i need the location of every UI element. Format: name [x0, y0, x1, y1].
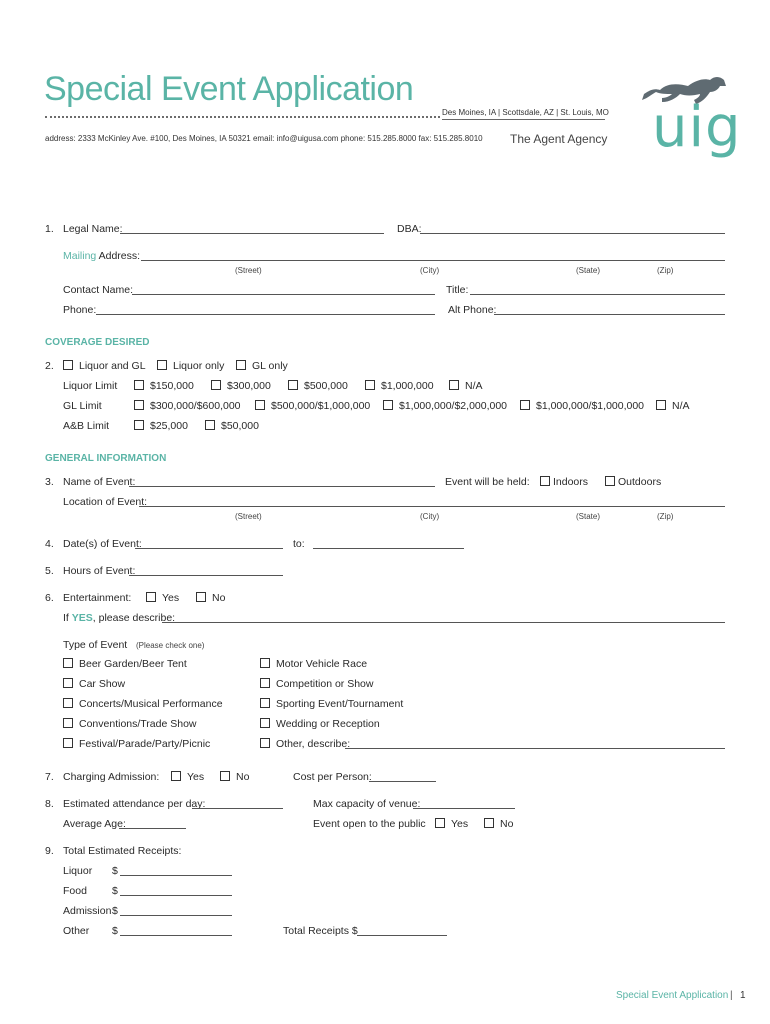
checkbox[interactable] — [484, 818, 494, 828]
checkbox[interactable] — [656, 400, 666, 410]
gl-limit-option[interactable] — [383, 400, 507, 412]
option-label: No — [212, 592, 226, 604]
checkbox[interactable] — [260, 698, 270, 708]
mailing-address-label — [63, 250, 140, 262]
total-receipts-field[interactable] — [357, 935, 447, 936]
option-label: $25,000 — [150, 420, 188, 432]
attendance-field[interactable] — [192, 808, 283, 809]
event-type-option[interactable] — [260, 698, 403, 710]
entertainment-no-option[interactable] — [196, 592, 225, 604]
checkbox[interactable] — [134, 420, 144, 430]
checkbox[interactable] — [236, 360, 246, 370]
date-to-field[interactable] — [313, 548, 464, 549]
contact-name-field[interactable] — [132, 294, 435, 295]
offices-rule — [442, 119, 605, 120]
event-type-option[interactable] — [260, 738, 350, 750]
gl-limit-label: GL Limit — [63, 400, 102, 412]
other-describe-field[interactable] — [345, 748, 725, 749]
city-caption: (City) — [420, 266, 440, 275]
cost-per-person-label: Cost per Person: — [293, 771, 372, 783]
entertainment-description-field[interactable] — [162, 622, 725, 623]
mailing-address-field[interactable] — [141, 260, 725, 261]
option-label: $150,000 — [150, 380, 194, 392]
checkbox[interactable] — [365, 380, 375, 390]
receipt-row-label: Admission — [63, 905, 112, 917]
coverage-heading: COVERAGE DESIRED — [45, 337, 150, 348]
option-label: Liquor only — [173, 360, 225, 372]
describe-word: , please describe: — [92, 612, 176, 624]
average-age-field[interactable] — [119, 828, 186, 829]
checkbox[interactable] — [146, 592, 156, 602]
gl-limit-option[interactable] — [656, 400, 690, 412]
checkbox[interactable] — [205, 420, 215, 430]
option-label: $1,000,000/$2,000,000 — [399, 400, 508, 412]
q5-number: 5. — [45, 565, 54, 577]
liquor-limit-option[interactable] — [288, 380, 348, 392]
location-label: Location of Event: — [63, 496, 148, 508]
option-label: Yes — [187, 771, 205, 783]
q4-number: 4. — [45, 538, 54, 550]
option-label: Yes — [451, 818, 469, 830]
event-type-option[interactable] — [260, 678, 373, 690]
mailing-word: Mailing — [63, 250, 97, 262]
option-label: $300,000 — [227, 380, 271, 392]
event-name-label: Name of Event: — [63, 476, 136, 488]
open-to-public-label: Event open to the public — [313, 818, 426, 830]
city-caption: (City) — [420, 512, 440, 521]
dollar-sign: $ — [112, 885, 118, 897]
option-label: Outdoors — [618, 476, 662, 488]
dba-label: DBA: — [397, 223, 422, 235]
charging-admission-label: Charging Admission: — [63, 771, 160, 783]
q8-number: 8. — [45, 798, 54, 810]
checkbox[interactable] — [260, 718, 270, 728]
type-label: Type of Event — [63, 639, 128, 651]
state-caption: (State) — [576, 512, 601, 521]
checkbox[interactable] — [383, 400, 393, 410]
liquor-only-option[interactable] — [157, 360, 224, 372]
option-label: Car Show — [79, 678, 126, 690]
cost-per-person-field[interactable] — [369, 781, 436, 782]
checkbox[interactable] — [520, 400, 530, 410]
q2-number: 2. — [45, 360, 54, 372]
title-field[interactable] — [470, 294, 725, 295]
indoors-option[interactable] — [540, 476, 588, 488]
event-type-option[interactable] — [63, 658, 187, 670]
yes-word: YES — [71, 612, 93, 624]
street-caption: (Street) — [235, 266, 262, 275]
gl-limit-option[interactable] — [134, 400, 241, 412]
receipt-row-label: Other — [63, 925, 90, 937]
option-label: Conventions/Trade Show — [79, 718, 197, 730]
average-age-label: Average Age: — [63, 818, 126, 830]
checkbox[interactable] — [134, 400, 144, 410]
street-caption: (Street) — [235, 512, 262, 521]
checkbox[interactable] — [435, 818, 445, 828]
option-label: Sporting Event/Tournament — [276, 698, 404, 710]
charging-no-option[interactable] — [220, 771, 249, 783]
checkbox[interactable] — [540, 476, 550, 486]
event-type-option[interactable] — [260, 718, 380, 730]
checkbox[interactable] — [196, 592, 206, 602]
event-type-option[interactable] — [260, 658, 367, 670]
gl-only-option[interactable] — [236, 360, 288, 372]
alt-phone-label: Alt Phone: — [448, 304, 497, 316]
option-label: $50,000 — [221, 420, 259, 432]
footer-label: Special Event Application — [616, 990, 729, 1001]
liquor-limit-option[interactable] — [365, 380, 434, 392]
q3-number: 3. — [45, 476, 54, 488]
legal-name-label: Legal Name: — [63, 223, 123, 235]
receipts-label: Total Estimated Receipts: — [63, 845, 182, 857]
option-label: N/A — [672, 400, 690, 412]
option-label: Motor Vehicle Race — [276, 658, 368, 670]
receipt-row-label: Food — [63, 885, 87, 897]
option-label: Competition or Show — [276, 678, 374, 690]
checkbox[interactable] — [260, 678, 270, 688]
phone-label: Phone: — [63, 304, 97, 316]
liquor-limit-label: Liquor Limit — [63, 380, 118, 392]
type-of-event-label — [63, 639, 204, 651]
to-label: to: — [293, 538, 305, 550]
option-label: Other, describe: — [276, 738, 351, 750]
gl-limit-option[interactable] — [520, 400, 644, 412]
event-type-option[interactable] — [63, 738, 210, 750]
gl-limit-option[interactable] — [255, 400, 370, 412]
max-capacity-label: Max capacity of venue: — [313, 798, 421, 810]
state-caption: (State) — [576, 266, 601, 275]
checkbox[interactable] — [449, 380, 459, 390]
liquor-limit-option[interactable] — [134, 380, 194, 392]
option-label: Indoors — [553, 476, 589, 488]
other-receipts-field[interactable] — [120, 935, 232, 936]
admission-receipts-field[interactable] — [120, 915, 232, 916]
outdoors-option[interactable] — [605, 476, 661, 488]
option-label: Beer Garden/Beer Tent — [79, 658, 187, 670]
checkbox[interactable] — [157, 360, 167, 370]
receipt-row-label: Liquor — [63, 865, 93, 877]
office-locations: Des Moines, IA | Scottsdale, AZ | St. Louis, MO — [442, 108, 609, 117]
title-dotted-rule — [45, 116, 440, 118]
option-label: $1,000,000/$1,000,000 — [536, 400, 645, 412]
title-label: Title: — [446, 284, 469, 296]
checkbox[interactable] — [171, 771, 181, 781]
option-label: N/A — [465, 380, 483, 392]
option-label: $1,000,000 — [381, 380, 434, 392]
phone-field[interactable] — [96, 314, 435, 315]
ab-limit-option[interactable] — [205, 420, 259, 432]
checkbox[interactable] — [63, 658, 73, 668]
max-capacity-field[interactable] — [413, 808, 515, 809]
agency-tagline: The Agent Agency — [510, 132, 608, 146]
q1-number: 1. — [45, 223, 54, 235]
general-info-heading: GENERAL INFORMATION — [45, 453, 167, 464]
location-field[interactable] — [139, 506, 725, 507]
dba-field[interactable] — [420, 233, 725, 234]
option-label: $500,000/$1,000,000 — [271, 400, 371, 412]
if-yes-label — [63, 612, 175, 624]
liquor-and-gl-option[interactable] — [63, 360, 146, 372]
checkbox[interactable] — [288, 380, 298, 390]
food-receipts-field[interactable] — [120, 895, 232, 896]
option-label: No — [236, 771, 250, 783]
checkbox[interactable] — [260, 658, 270, 668]
attendance-label: Estimated attendance per day: — [63, 798, 206, 810]
checkbox[interactable] — [605, 476, 615, 486]
event-type-option[interactable] — [63, 698, 223, 710]
public-yes-option[interactable] — [435, 818, 468, 830]
dates-label: Date(s) of Event: — [63, 538, 142, 550]
address-word: Address: — [96, 250, 141, 262]
option-label: Concerts/Musical Performance — [79, 698, 223, 710]
checkbox[interactable] — [63, 698, 73, 708]
option-label: Liquor and GL — [79, 360, 146, 372]
checkbox[interactable] — [63, 678, 73, 688]
page-title: Special Event Application — [44, 70, 414, 108]
q7-number: 7. — [45, 771, 54, 783]
legal-name-field[interactable] — [120, 233, 384, 234]
entertainment-yes-option[interactable] — [146, 592, 179, 604]
total-receipts-label: Total Receipts $ — [283, 925, 358, 937]
checkbox[interactable] — [63, 738, 73, 748]
check-one-note: (Please check one) — [135, 641, 205, 650]
checkbox[interactable] — [255, 400, 265, 410]
option-label: $300,000/$600,000 — [150, 400, 241, 412]
zip-caption: (Zip) — [657, 512, 674, 521]
if-word: If — [63, 612, 72, 624]
checkbox[interactable] — [134, 380, 144, 390]
q6-number: 6. — [45, 592, 54, 604]
option-label: Yes — [162, 592, 180, 604]
checkbox[interactable] — [63, 360, 73, 370]
checkbox[interactable] — [211, 380, 221, 390]
entertainment-label: Entertainment: — [63, 592, 132, 604]
event-held-label: Event will be held: — [445, 476, 530, 488]
uig-logo: uig — [652, 95, 742, 160]
charging-yes-option[interactable] — [171, 771, 204, 783]
liquor-limit-option[interactable] — [449, 380, 483, 392]
page-number: 1 — [740, 990, 746, 1001]
option-label: No — [500, 818, 514, 830]
liquor-receipts-field[interactable] — [120, 875, 232, 876]
contact-name-label: Contact Name: — [63, 284, 134, 296]
option-label: Wedding or Reception — [276, 718, 380, 730]
event-type-option[interactable] — [63, 678, 125, 690]
footer-separator: | — [730, 990, 733, 1001]
dollar-sign: $ — [112, 865, 118, 877]
hours-label: Hours of Event: — [63, 565, 136, 577]
liquor-limit-option[interactable] — [211, 380, 271, 392]
checkbox[interactable] — [220, 771, 230, 781]
checkbox[interactable] — [260, 738, 270, 748]
ab-limit-option[interactable] — [134, 420, 188, 432]
alt-phone-field[interactable] — [494, 314, 725, 315]
contact-line: address: 2333 McKinley Ave. #100, Des Moines, IA 50321 email: info@uigusa.com phone: 515.285.8000 fax: 515.285.8010 — [45, 134, 483, 143]
event-name-field[interactable] — [129, 486, 435, 487]
date-from-field[interactable] — [135, 548, 283, 549]
hours-field[interactable] — [129, 575, 283, 576]
public-no-option[interactable] — [484, 818, 513, 830]
option-label: $500,000 — [304, 380, 348, 392]
option-label: GL only — [252, 360, 288, 372]
zip-caption: (Zip) — [657, 266, 674, 275]
checkbox[interactable] — [63, 718, 73, 728]
event-type-option[interactable] — [63, 718, 197, 730]
dollar-sign: $ — [112, 905, 118, 917]
option-label: Festival/Parade/Party/Picnic — [79, 738, 211, 750]
dollar-sign: $ — [112, 925, 118, 937]
ab-limit-label: A&B Limit — [63, 420, 110, 432]
q9-number: 9. — [45, 845, 54, 857]
